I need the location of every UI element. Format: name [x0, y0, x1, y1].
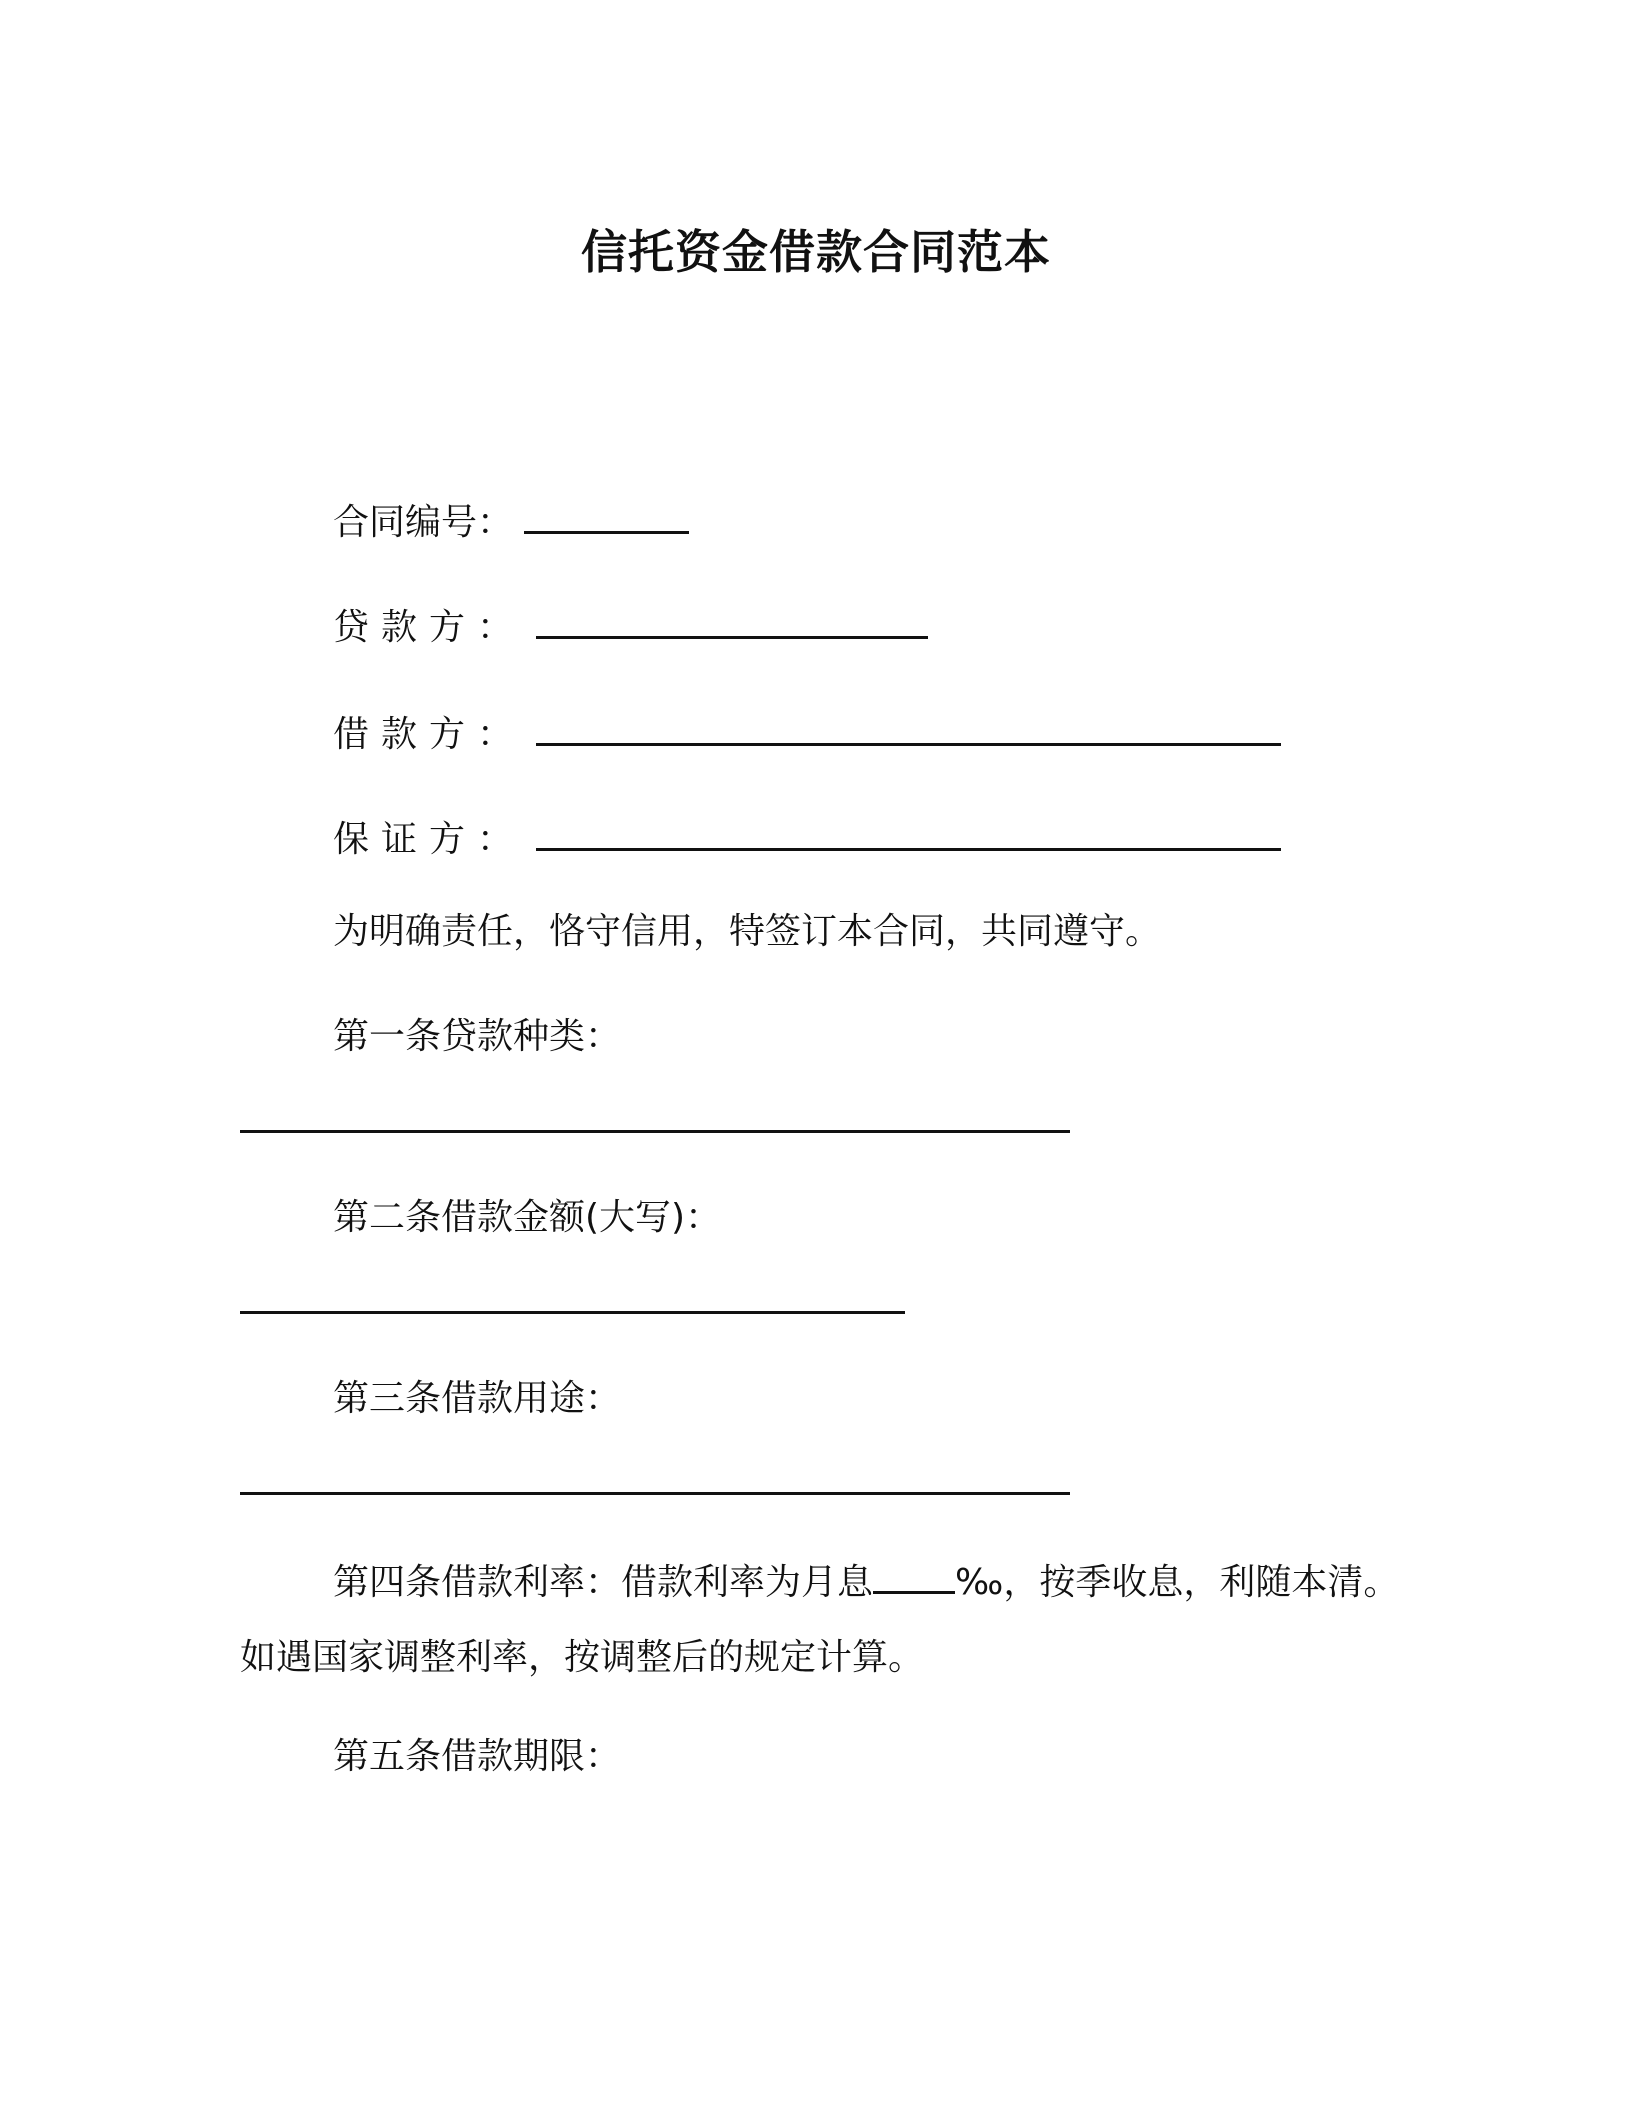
contract-number-label: 合同编号： — [333, 502, 514, 543]
guarantor-label: 保证方： — [333, 819, 526, 860]
article-1-blank[interactable] — [240, 1094, 1070, 1133]
article-3-blank-row — [240, 1456, 1070, 1509]
document-title: 信托资金借款合同范本 — [581, 225, 1051, 279]
guarantor-row — [333, 812, 1281, 865]
article-1-heading: 第一条贷款种类： — [333, 1016, 622, 1057]
intro-paragraph: 为明确责任，恪守信用，特签订本合同，共同遵守。 — [333, 911, 1162, 952]
contract-number-blank[interactable] — [524, 495, 689, 534]
article-4-text-b: ‰，按季收息，利随本清。 — [955, 1562, 1400, 1603]
article-2-blank-row — [240, 1275, 905, 1328]
borrower-row — [333, 707, 1281, 760]
borrower-blank[interactable] — [536, 707, 1281, 746]
article-5-heading: 第五条借款期限： — [333, 1736, 622, 1777]
article-1-blank-row — [240, 1094, 1070, 1147]
article-4-line-2: 如遇国家调整利率，按调整后的规定计算。 — [240, 1637, 925, 1678]
article-4-rate-blank[interactable] — [873, 1555, 955, 1594]
lender-label: 贷款方： — [333, 607, 526, 648]
article-2-heading: 第二条借款金额(大写)： — [333, 1197, 722, 1238]
borrower-label: 借款方： — [333, 714, 526, 755]
guarantor-blank[interactable] — [536, 812, 1281, 851]
article-3-heading: 第三条借款用途： — [333, 1378, 622, 1419]
article-4-line-1 — [333, 1555, 1399, 1608]
article-3-blank[interactable] — [240, 1456, 1070, 1495]
lender-blank[interactable] — [536, 600, 928, 639]
article-2-blank[interactable] — [240, 1275, 905, 1314]
article-4-text-a: 第四条借款利率：借款利率为月息 — [333, 1562, 874, 1603]
contract-number-row — [333, 495, 689, 548]
lender-row — [333, 600, 928, 653]
